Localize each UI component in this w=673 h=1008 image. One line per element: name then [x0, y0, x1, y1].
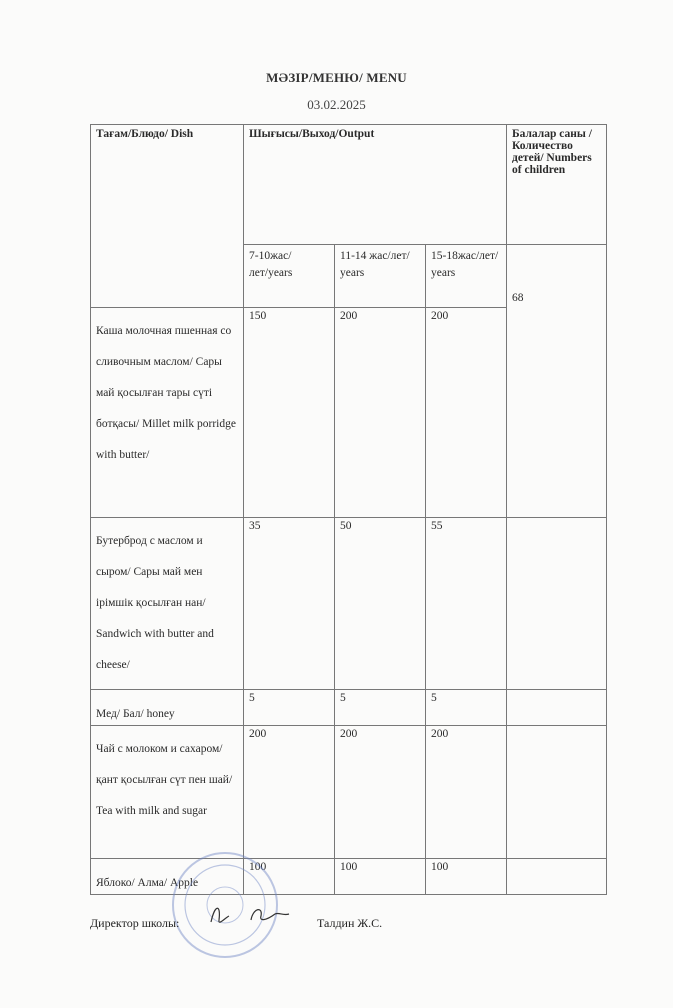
empty-cell: [507, 518, 607, 690]
table-row: [91, 859, 607, 895]
header-output: Шығысы/Выход/Output: [244, 125, 507, 245]
table-row: [91, 518, 607, 690]
table-row: [91, 690, 607, 726]
age-group-7-10: 7-10жас/лет/years: [244, 245, 335, 308]
dish-name: Чай с молоком и сахаром/қант қосылған сүт пен шай/ Tea with milk and sugar: [91, 726, 244, 859]
empty-cell: [507, 726, 607, 859]
portion-11-14: 100: [335, 859, 426, 895]
document-title: МӘЗІР/МЕНЮ/ MENU: [266, 70, 407, 85]
dish-name: Бутерброд с маслом и сыром/ Сары май мен ірімшік қосылған нан/ Sandwich with butter and cheese/: [91, 518, 244, 690]
portion-11-14: 5: [335, 690, 426, 726]
portion-7-10: 150: [244, 308, 335, 518]
portion-15-18: 5: [426, 690, 507, 726]
portion-11-14: 200: [335, 308, 426, 518]
age-group-11-14: 11-14 жас/лет/ years: [335, 245, 426, 308]
portion-11-14: 50: [335, 518, 426, 690]
document-date: 03.02.2025: [307, 97, 366, 112]
children-count: 68: [512, 292, 524, 304]
children-count-cell: [507, 245, 607, 518]
director-label: Директор школы:: [90, 916, 180, 930]
portion-7-10: 35: [244, 518, 335, 690]
portion-15-18: 100: [426, 859, 507, 895]
portion-7-10: 5: [244, 690, 335, 726]
portion-7-10: 200: [244, 726, 335, 859]
empty-cell: [507, 859, 607, 895]
empty-cell: [507, 690, 607, 726]
portion-15-18: 55: [426, 518, 507, 690]
dish-name: Каша молочная пшенная со сливочным маслом/ Сары май қосылған тары сүті ботқасы/ Millet milk porridge with butter/: [91, 308, 244, 518]
menu-table: [90, 124, 607, 895]
header-dish: Тағам/Блюдо/ Dish: [91, 125, 244, 308]
header-children: Балалар саны /Количество детей/ Numbers of children: [507, 125, 607, 245]
dish-name: Мед/ Бал/ honey: [91, 690, 244, 726]
signature-icon: [205, 900, 295, 930]
age-group-15-18: 15-18жас/лет/ years: [426, 245, 507, 308]
table-row: [91, 726, 607, 859]
portion-15-18: 200: [426, 726, 507, 859]
director-name: Талдин Ж.С.: [317, 916, 383, 930]
portion-15-18: 200: [426, 308, 507, 518]
dish-name: Яблоко/ Алма/ Apple: [91, 859, 244, 895]
portion-7-10: 100: [244, 859, 335, 895]
portion-11-14: 200: [335, 726, 426, 859]
